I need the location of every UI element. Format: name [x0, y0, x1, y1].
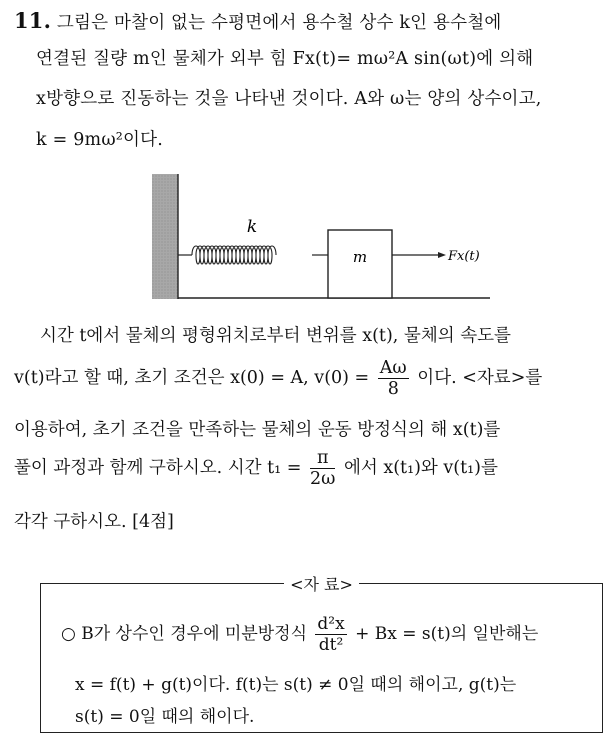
wall — [152, 174, 178, 299]
body-line-3: 이용하여, 초기 조건을 만족하는 물체의 운동 방정식의 해 x(t)를 — [14, 420, 501, 440]
spring-mass-figure — [152, 172, 490, 300]
reference-text-1a: ○ B가 상수인 경우에 미분방정식 — [61, 624, 308, 644]
derivative-denominator: dt² — [318, 635, 344, 655]
body-line-1 — [40, 322, 610, 347]
question-line-2: 연결된 질량 m인 물체가 외부 힘 Fx(t)= mω²A sin(ωt)에 의해 — [36, 49, 534, 69]
body-line-4 — [14, 448, 604, 489]
reference-text-1b: + Bx = s(t)의 일반해는 — [355, 624, 539, 644]
t1-fraction — [310, 448, 335, 489]
v0-fraction-numerator: Aω — [379, 358, 407, 378]
question-line-4: k = 9mω²이다. — [36, 130, 163, 150]
body-text-2b: 이다. <자료>를 — [417, 368, 543, 388]
body-text-2a: v(t)라고 할 때, 초기 조건은 x(0) = A, v(0) = — [14, 368, 370, 388]
v0-fraction — [378, 358, 409, 399]
question-line-3: x방향으로 진동하는 것을 나타낸 것이다. A와 ω는 양의 상수이고, — [36, 89, 542, 109]
v0-fraction-denominator: 8 — [387, 379, 399, 399]
question-text-1: 그림은 마찰이 없는 수평면에서 용수철 상수 k인 용수철에 — [56, 13, 502, 33]
derivative-numerator: d²x — [317, 614, 345, 634]
t1-fraction-denominator: 2ω — [310, 469, 336, 489]
reference-line-3: s(t) = 0일 때의 해이다. — [75, 707, 255, 727]
body-text-4a: 풀이 과정과 함께 구하시오. 시간 t₁ = — [14, 458, 302, 478]
body-text-4b: 에서 x(t₁)와 v(t₁)를 — [343, 458, 498, 478]
spring — [192, 246, 276, 264]
force-label: Fx(t) — [448, 249, 480, 264]
body-line-5: 각각 구하시오. [4점] — [14, 512, 174, 532]
reference-line-1 — [61, 614, 538, 655]
reference-box — [40, 575, 603, 733]
t1-fraction-numerator: π — [310, 448, 335, 469]
derivative-fraction — [315, 614, 346, 655]
question-number: 11. — [14, 8, 52, 33]
reference-box-title-text: <자 료> — [284, 575, 359, 594]
reference-line-2: x = f(t) + g(t)이다. f(t)는 s(t) ≠ 0일 때의 해이고, g(t)는 — [75, 675, 517, 695]
question-line-1 — [14, 8, 501, 34]
reference-box-title — [41, 572, 602, 595]
spring-constant-label: k — [246, 217, 258, 237]
mass-label: m — [352, 248, 368, 266]
body-line-2 — [14, 358, 604, 399]
body-text-1: 시간 t에서 물체의 평형위치로부터 변위를 x(t), 물체의 속도를 — [40, 326, 511, 346]
